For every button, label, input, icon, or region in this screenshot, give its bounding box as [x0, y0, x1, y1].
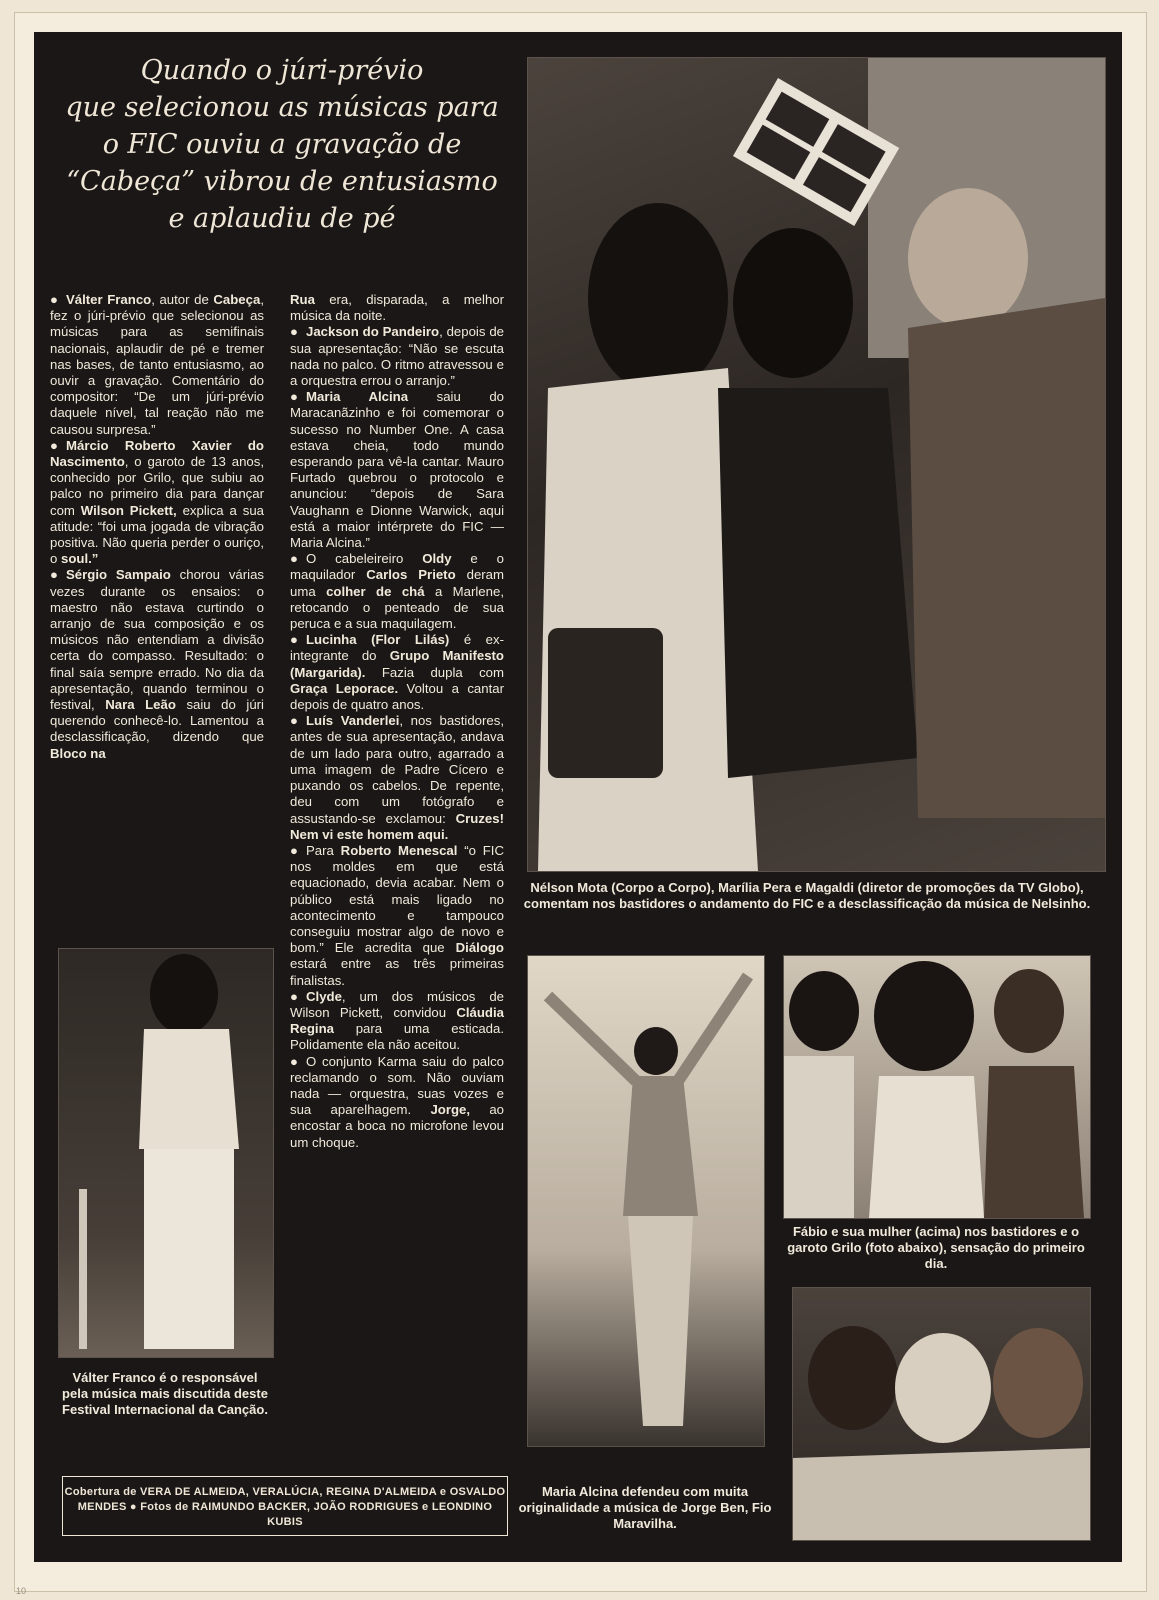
text: explica a sua atitude: “foi uma jogada de vibração positiva. Não queria perder o ouriço, o [50, 502, 264, 567]
grilo-photo [792, 1287, 1091, 1541]
paragraph: ● Luís Vanderlei, nos bastidores, antes de sua apresentação, andava de um lado para outro, agarrado a uma imagem de Padre Cícero e puxando os cabelos. De repente, deu com um fotógrafo e assustando-se exclamou: Cruzes! Nem vi este homem aqui. [290, 713, 504, 842]
person-name: Maria Alcina [306, 389, 409, 405]
person-name: Wilson Pickett, [80, 502, 177, 518]
paragraph: ● Márcio Roberto Xavier do Nascimento, o garoto de 13 anos, conhecido por Grilo, que subiu ao palco no primeiro dia para dançar com Wilson Pickett, explica a sua atitude: “foi uma jogada de vibração positiva. Não queria perder o ouriço, o soul.” [50, 437, 264, 567]
person-name: Jorge, [430, 1102, 471, 1118]
song-title: Cabeça [213, 292, 261, 307]
text: a Marlene, retocando o penteado de sua peruca e a sua maquilagem. [290, 583, 504, 632]
paragraph: ● Para Roberto Menescal “o FIC nos moldes em que está equacionado, devia acabar. Nem o público está mais ligado no acontecimento e tampouco conseguiu mostrar algo de novo e bom.” Ele acredita que Diálogo estará entre as três primeiras finalistas. [290, 842, 504, 988]
paragraph: ● O conjunto Karma saiu do palco reclamando o som. Não ouviam nada — orquestra, suas vozes e sua aparelhagem. Jorge, ao encostar a boca no microfone levou um choque. [290, 1053, 504, 1150]
paragraph [290, 292, 504, 324]
person-name: Márcio Roberto Xavier do Nascimento [50, 437, 264, 470]
text: Para [306, 842, 341, 858]
headline-line-1: Quando o júri-prévio [140, 55, 424, 86]
maria-alcina-caption [517, 1484, 773, 1532]
song-title: Rua [290, 292, 315, 307]
headline-line-3: o FIC ouviu a gravação de [102, 129, 462, 160]
text: era, disparada, a melhor música da noite. [290, 292, 504, 324]
main-photo-illustration [528, 58, 1105, 871]
paragraph: ● Sérgio Sampaio chorou várias vezes durante os ensaios: o maestro não estava curtindo o arranjo de sua composição e os músicos não entendiam a divisão certa do compasso. Resultado: o final saía sempre errado. No dia da apresentação, quando terminou o festival, Nara Leão saiu do júri querendo conhecê-lo. Lamentou a desclassificação, dizendo que Bloco na [50, 567, 265, 761]
text: Voltou a cantar depois de quatro anos. [290, 680, 504, 713]
article-column-2 [290, 292, 504, 1151]
text: “o FIC nos moldes em que está equacionado, devia acabar. Nem o público está mais ligado no acontecimento e tampouco conseguiu mostrar algo de novo e bom.” Ele acredita que [290, 842, 504, 956]
text: para uma esticada. Polidamente ela não aceitou. [290, 1021, 504, 1053]
person-name: Clyde [306, 988, 342, 1004]
text: e o maquilador [290, 551, 504, 583]
valter-franco-caption: Válter Franco é o responsável pela música mais discutida deste Festival Internacional da Canção. [62, 1370, 268, 1417]
dancer-illustration [528, 956, 764, 1446]
person-name: Lucinha (Flor Lilás) [306, 632, 450, 648]
headline-line-5: e aplaudiu de pé [168, 203, 396, 234]
page-number: 10 [16, 1586, 27, 1596]
text: chorou várias vezes durante os ensaios: o maestro não estava curtindo o arranjo de sua composição e os músicos não entendiam a divisão certa do compasso. Resultado: o final saía sempre errado. No dia da apresentação, quando terminou o festival, [50, 567, 265, 713]
fabio-caption: Fábio e sua mulher (acima) nos bastidores e o garoto Grilo (foto abaixo), sensação do primeiro dia. [787, 1224, 1085, 1271]
person-name: Cláudia Regina [290, 1004, 504, 1037]
person-name: Sérgio Sampaio [66, 567, 171, 583]
text: saiu do Maracanãzinho e foi comemorar o sucesso no Number One. A casa estava cheia, todo mundo esperando para vê-la cantar. Mauro Furtado quebrou o protocolo e anunciou: “depois de Sara Vaughann e Dionne Warwick, aqui está a maior intérprete do FIC — Maria Alcina.” [290, 389, 504, 551]
text: saiu do júri querendo conhecê-lo. Lamentou a desclassificação, dizendo que [50, 697, 264, 745]
text: Fazia dupla com [365, 664, 504, 680]
credits-text: Cobertura de VERA DE ALMEIDA, VERALÚCIA, REGINA D'ALMEIDA e OSVALDO MENDES ● Fotos de RAIMUNDO BACKER, JOÃO RODRIGUES e LEONDINO KUBIS [64, 1486, 506, 1528]
person-name: Luís Vanderlei [306, 713, 400, 729]
laughing-faces-illustration [793, 1288, 1090, 1540]
bold-phrase: Cruzes! Nem vi este homem aqui. [290, 810, 504, 842]
text: , um dos músicos de Wilson Pickett, convidou [290, 988, 504, 1020]
bold-phrase: colher de chá [326, 583, 425, 599]
valter-franco-photo [58, 948, 274, 1358]
text: O cabeleireiro [306, 551, 423, 567]
text: , o garoto de 13 anos, conhecido por Grilo, que subiu ao palco no primeiro dia para dançar com [50, 454, 264, 518]
couple-illustration [784, 956, 1090, 1218]
caption-text: Maria Alcina defendeu com muita originalidade a música de Jorge Ben, Fio Maravilha. [518, 1484, 772, 1531]
person-name: Roberto Menescal [340, 842, 458, 858]
main-photo [527, 57, 1106, 872]
paragraph: ● O cabeleireiro Oldy e o maquilador Carlos Prieto deram uma colher de chá a Marlene, retocando o penteado de sua peruca e a sua maquilagem. [290, 551, 505, 632]
text: , depois de sua apresentação: “Não se escuta nada no palco. O ritmo atravessou e a orquestra errou o arranjo.” [290, 324, 504, 389]
main-photo-caption: Nélson Mota (Corpo a Corpo), Marília Pera e Magaldi (diretor de promoções da TV Globo), comentam nos bastidores o andamento do FIC e a desclassificação da música de Nelsinho. [523, 880, 1091, 911]
text: , autor de [151, 292, 214, 307]
fabio-photo [783, 955, 1091, 1219]
text: é ex-integrante do [290, 632, 505, 664]
text: , fez o júri-prévio que selecionou as músicas para as semifinais nacionais, aplaudir de pé e tremer nas bases, de tanto entusiasmo, ao ouvir a gravação. Comentário do compositor: “De um júri-prévio daquele nível, tal reação não me causou surpresa.” [50, 292, 264, 437]
text: estará entre as três primeiras finalistas. [290, 956, 504, 988]
person-name: Carlos Prieto [366, 567, 456, 583]
text: deram uma [290, 567, 505, 599]
maria-alcina-photo [527, 955, 765, 1447]
person-name: Válter Franco [66, 292, 152, 307]
singer-illustration [59, 949, 273, 1357]
text: O conjunto Karma saiu do palco reclamando o som. Não ouviam nada — orquestra, suas vozes e sua aparelhagem. [290, 1053, 504, 1118]
group-name: Grupo Manifesto (Margarida). [290, 648, 504, 680]
paragraph: ● Maria Alcina saiu do Maracanãzinho e foi comemorar o sucesso no Number One. A casa estava cheia, todo mundo esperando para vê-la cantar. Mauro Furtado quebrou o protocolo e anunciou: “depois de Sara Vaughann e Dionne Warwick, aqui está a maior intérprete do FIC — Maria Alcina.” [290, 389, 504, 551]
paragraph: ● Jackson do Pandeiro, depois de sua apresentação: “Não se escuta nada no palco. O ritmo atravessou e a orquestra errou o arranjo.” [290, 324, 504, 389]
text: , nos bastidores, antes de sua apresentação, andava de um lado para outro, agarrado a uma imagem de Padre Cícero e puxando os cabelos. De repente, deu com um fotógrafo e assustando-se exclamou: [290, 713, 504, 826]
headline [62, 52, 502, 237]
photo-credits [62, 1476, 508, 1536]
song-title: Diálogo [455, 940, 504, 956]
paragraph: ● Clyde, um dos músicos de Wilson Pickett, convidou Cláudia Regina para uma esticada. Polidamente ela não aceitou. [290, 988, 504, 1053]
person-name: Oldy [422, 551, 452, 567]
paragraph: ● Lucinha (Flor Lilás) é ex-integrante do Grupo Manifesto (Margarida). Fazia dupla com Graça Leporace. Voltou a cantar depois de quatro anos. [290, 632, 505, 713]
headline-line-2: que selecionou as músicas para [65, 92, 499, 123]
person-name: Nara Leão [105, 697, 176, 713]
paragraph: ● Válter Franco, autor de Cabeça, fez o júri-prévio que selecionou as músicas para as semifinais nacionais, aplaudir de pé e tremer nas bases, de tanto entusiasmo, ao ouvir a gravação. Comentário do compositor: “De um júri-prévio daquele nível, tal reação não me causou surpresa.” [50, 292, 264, 437]
text: ao encostar a boca no microfone levou um choque. [290, 1102, 504, 1150]
person-name: Graça Leporace. [290, 680, 399, 696]
bold-word: soul.” [61, 551, 99, 567]
person-name: Jackson do Pandeiro [306, 324, 440, 340]
song-title: Bloco na [50, 745, 106, 761]
headline-line-4: “Cabeça” vibrou de entusiasmo [66, 166, 498, 197]
article-column-1 [50, 292, 264, 762]
